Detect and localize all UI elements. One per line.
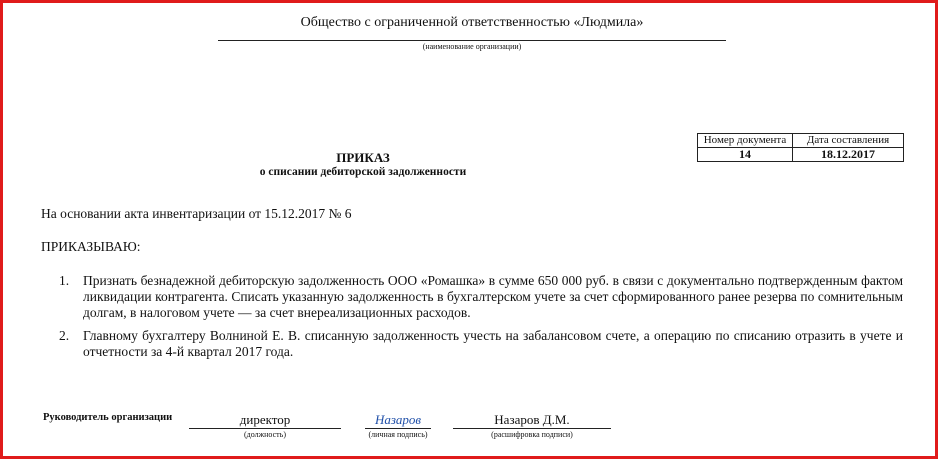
- signature-field: [365, 412, 431, 439]
- order-item-number: 1.: [59, 273, 70, 288]
- order-title: ПРИКАЗ: [336, 150, 390, 165]
- basis-text: На основании акта инвентаризации от 15.12.2017 № 6: [41, 206, 352, 221]
- order-item: [59, 273, 903, 321]
- position-value: директор: [239, 412, 291, 427]
- position-line: [189, 428, 341, 429]
- position-field: [189, 412, 341, 439]
- name-field: [453, 412, 611, 439]
- document-number-value: 14: [698, 148, 793, 162]
- name-value: Назаров Д.М.: [494, 412, 570, 427]
- decree-heading: ПРИКАЗЫВАЮ:: [41, 239, 141, 254]
- document-date-value: 18.12.2017: [793, 148, 904, 162]
- order-item: [59, 328, 903, 360]
- signature-line: [365, 428, 431, 429]
- organization-name: Общество с ограниченной ответственностью «Людмила»: [300, 15, 644, 30]
- order-item-text: Главному бухгалтеру Волниной Е. В. списанную задолженность учесть на забалансовом счете, а операцию по списанию отразить в учете и отчетности за 4-й квартал 2017 года.: [83, 328, 903, 359]
- name-caption: (расшифровка подписи): [491, 430, 573, 439]
- organization-underline: [218, 40, 726, 41]
- document-number-header: Номер документа: [698, 134, 793, 148]
- order-item-number: 2.: [59, 328, 70, 343]
- order-item-text: Признать безнадежной дебиторскую задолженность ООО «Ромашка» в сумме 650 000 руб. в связи с документально подтвержденным фактом ликвидации контрагента. Списать указанную задолженность в бухгалтерском учете за счет сформированного ранее резерва по сомнительным долгам, в налоговом учете — за счет внереализационных расходов.: [83, 273, 903, 320]
- signature-caption: (личная подпись): [368, 430, 428, 439]
- organization-caption: (наименование организации): [422, 42, 522, 51]
- name-line: [453, 428, 611, 429]
- order-subtitle: о списании дебиторской задолженности: [259, 166, 467, 178]
- handwritten-signature: Назаров: [374, 412, 422, 427]
- position-caption: (должность): [244, 430, 286, 439]
- document-info-table: [697, 133, 904, 162]
- signature-label: Руководитель организации: [43, 412, 173, 423]
- document-date-header: Дата составления: [793, 134, 904, 148]
